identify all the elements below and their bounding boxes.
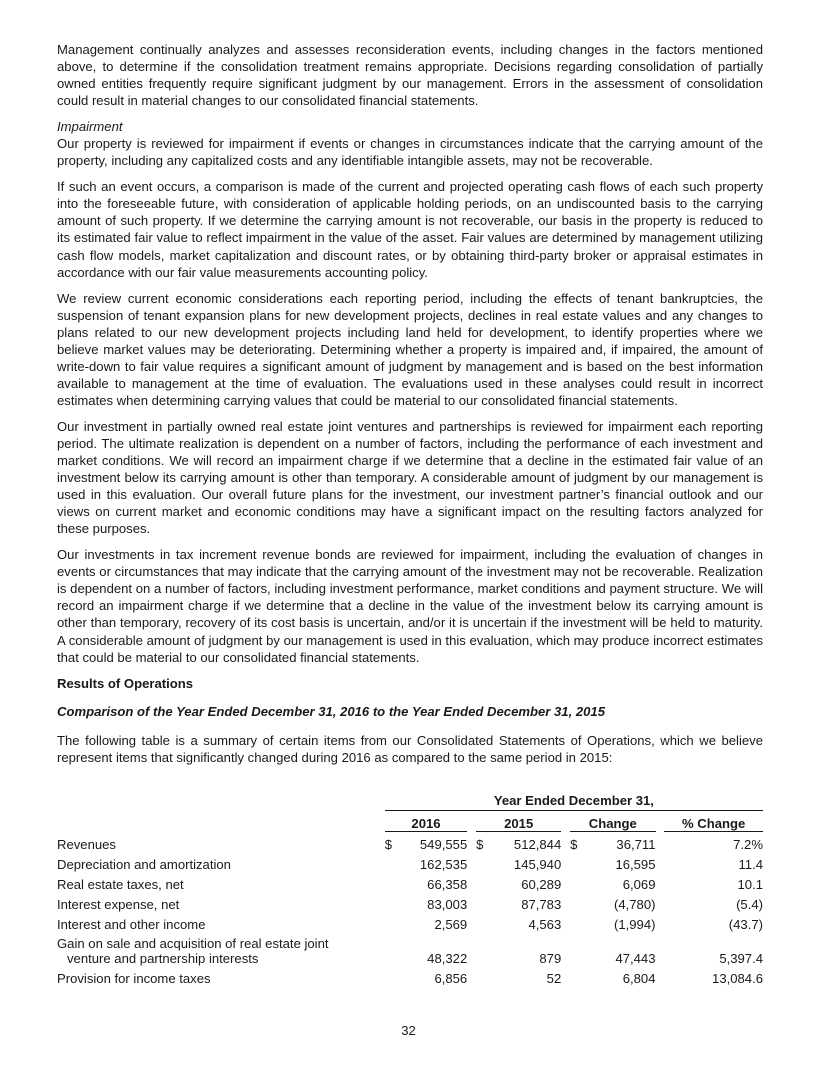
table-row xyxy=(57,932,763,966)
row-label-text: Gain on sale and acquisition of real estate joint venture and partnership interests xyxy=(57,935,329,966)
value-change: 47,443 xyxy=(615,950,656,966)
value-2016: 6,856 xyxy=(434,970,468,986)
value-2015: 4,563 xyxy=(528,916,562,932)
row-label: Real estate taxes, net xyxy=(57,876,184,892)
value-change: 36,711 xyxy=(616,836,656,852)
value-2016: 2,569 xyxy=(434,916,468,932)
value-2016: 66,358 xyxy=(427,876,468,892)
currency-symbol: $ xyxy=(476,836,484,852)
comparison-heading: Comparison of the Year Ended December 31, 2016 to the Year Ended December 31, 2015 xyxy=(57,703,605,719)
value-change: 16,595 xyxy=(615,856,656,872)
row-label xyxy=(57,932,385,966)
value-change: (4,780) xyxy=(614,896,656,912)
tax-increment-bonds-paragraph: Our investments in tax increment revenue bonds are reviewed for impairment, including the evaluation of changes in events or circumstances that may indicate that the carrying amount of the investment may not be recoverable. Realization is dependent on a number of factors, including investment performance, market conditions and payment structure. We will record an impairment charge if we determine that a decline in the value of the investment below its carrying amount is other than temporary, recovery of its cost basis is uncertain, and/or it is uncertain if the investment will be held to maturity. A considerable amount of judgment by our management is used in this evaluation, which may produce incorrect estimates that could be material to our consolidated financial statements. xyxy=(57,547,763,665)
table-row xyxy=(57,872,763,892)
value-2015: 145,940 xyxy=(513,856,562,872)
currency-symbol: $ xyxy=(384,836,393,852)
row-label: Interest and other income xyxy=(57,916,206,932)
row-label: Revenues xyxy=(57,836,116,852)
value-2016: 48,322 xyxy=(427,950,468,966)
consolidation-paragraph: Management continually analyzes and assesses reconsideration events, including changes in the factors mentioned above, to determine if the consolidation treatment remains appropriate. Decisions regarding consolidation of partially owned entities frequently require significant judgment by our management. Errors in the assessment of consolidation could result in material changes to our consolidated financial statements. xyxy=(57,42,763,109)
currency-symbol: $ xyxy=(570,836,578,852)
value-pct-change: (43.7) xyxy=(728,916,763,932)
economic-considerations-paragraph: We review current economic considerations each reporting period, including the effects of tenant bankruptcies, the suspension of tenant expansion plans for new development projects, declines in real estate values and any changes to plans related to our new development projects including land held for development, to identify properties where we believe market values may be deteriorating. Determining whether a property is impaired and, if impaired, the amount of write-down to fair value requires a significant amount of judgment by management and is based on the best information available to management at the time of evaluation. The evaluations used in these analyses could result in incorrect estimates when determining carrying values that could be material to our consolidated financial statements. xyxy=(57,290,763,408)
col-header-2016: 2016 xyxy=(385,810,467,831)
value-2015: 52 xyxy=(546,970,562,986)
table-row xyxy=(57,912,763,932)
row-label: Depreciation and amortization xyxy=(57,856,231,872)
operations-summary-table xyxy=(57,788,763,986)
impairment-intro-paragraph: Our property is reviewed for impairment if events or changes in circumstances indicate that the carrying amount of the property, including any capitalized costs and any identifiable intangible assets, may not be recoverable. xyxy=(57,136,763,169)
year-ended-header: Year Ended December 31, xyxy=(385,788,763,811)
table-row xyxy=(57,852,763,872)
impairment-comparison-paragraph: If such an event occurs, a comparison is made of the current and projected operating cash flows of each such property into the foreseeable future, with consideration of applicable holding periods, on an undiscounted basis to the carrying amount of such property. If we determine the carrying amount is not recoverable, our basis in the property is reduced to its estimated fair value to reflect impairment in the value of the asset. Fair values are determined by management utilizing cash flow models, market capitalization and discount rates, or by obtaining third-party broker or appraisal estimates in accordance with our fair value measurements accounting policy. xyxy=(57,179,763,280)
document-page xyxy=(57,41,763,986)
impairment-heading: Impairment xyxy=(57,119,123,135)
value-2015: 60,289 xyxy=(521,876,562,892)
table-row xyxy=(57,892,763,912)
value-2016: 549,555 xyxy=(419,836,468,852)
joint-ventures-paragraph: Our investment in partially owned real estate joint ventures and partnerships is reviewed for impairment each reporting period. The ultimate realization is dependent on a number of factors, including the performance of each investment and market conditions. We will record an impairment charge if we determine that a decline in the estimated fair value of an investment below its carrying amount is other than temporary. A considerable amount of judgment by our management is used in this evaluation. Our overall future plans for the investment, our investment partner’s financial outlook and our views on current market and economic conditions may have a significant impact on the resulting factors analyzed for these purposes. xyxy=(57,418,763,537)
value-pct-change: 10.1 xyxy=(737,876,763,892)
results-of-operations-heading: Results of Operations xyxy=(57,675,194,691)
value-2016: 83,003 xyxy=(427,896,468,912)
value-2016: 162,535 xyxy=(419,856,468,872)
value-pct-change: 11.4 xyxy=(738,856,763,872)
row-label: Interest expense, net xyxy=(57,896,180,912)
col-header-2015: 2015 xyxy=(476,810,561,831)
col-header-change: Change xyxy=(570,810,655,831)
value-change: 6,804 xyxy=(622,970,656,986)
table-column-header-row xyxy=(57,810,763,831)
value-2015: 512,844 xyxy=(513,836,562,852)
page-number: 32 xyxy=(401,1023,416,1038)
value-pct-change: 7.2% xyxy=(733,836,763,852)
table-row xyxy=(57,966,763,986)
value-change: (1,994) xyxy=(614,916,656,932)
value-pct-change: 5,397.4 xyxy=(719,950,763,966)
value-change: 6,069 xyxy=(622,876,656,892)
row-label: Provision for income taxes xyxy=(57,970,211,986)
table-intro-paragraph: The following table is a summary of certain items from our Consolidated Statements of Operations, which we believe represent items that significantly changed during 2016 as compared to the same period in 2015: xyxy=(57,732,763,765)
table-row xyxy=(57,831,763,852)
value-2015: 87,783 xyxy=(521,896,562,912)
table-group-header-row xyxy=(57,788,763,811)
value-pct-change: (5.4) xyxy=(736,896,763,912)
value-pct-change: 13,084.6 xyxy=(712,970,763,986)
value-2015: 879 xyxy=(539,950,562,966)
col-header-pct-change: % Change xyxy=(664,810,763,831)
